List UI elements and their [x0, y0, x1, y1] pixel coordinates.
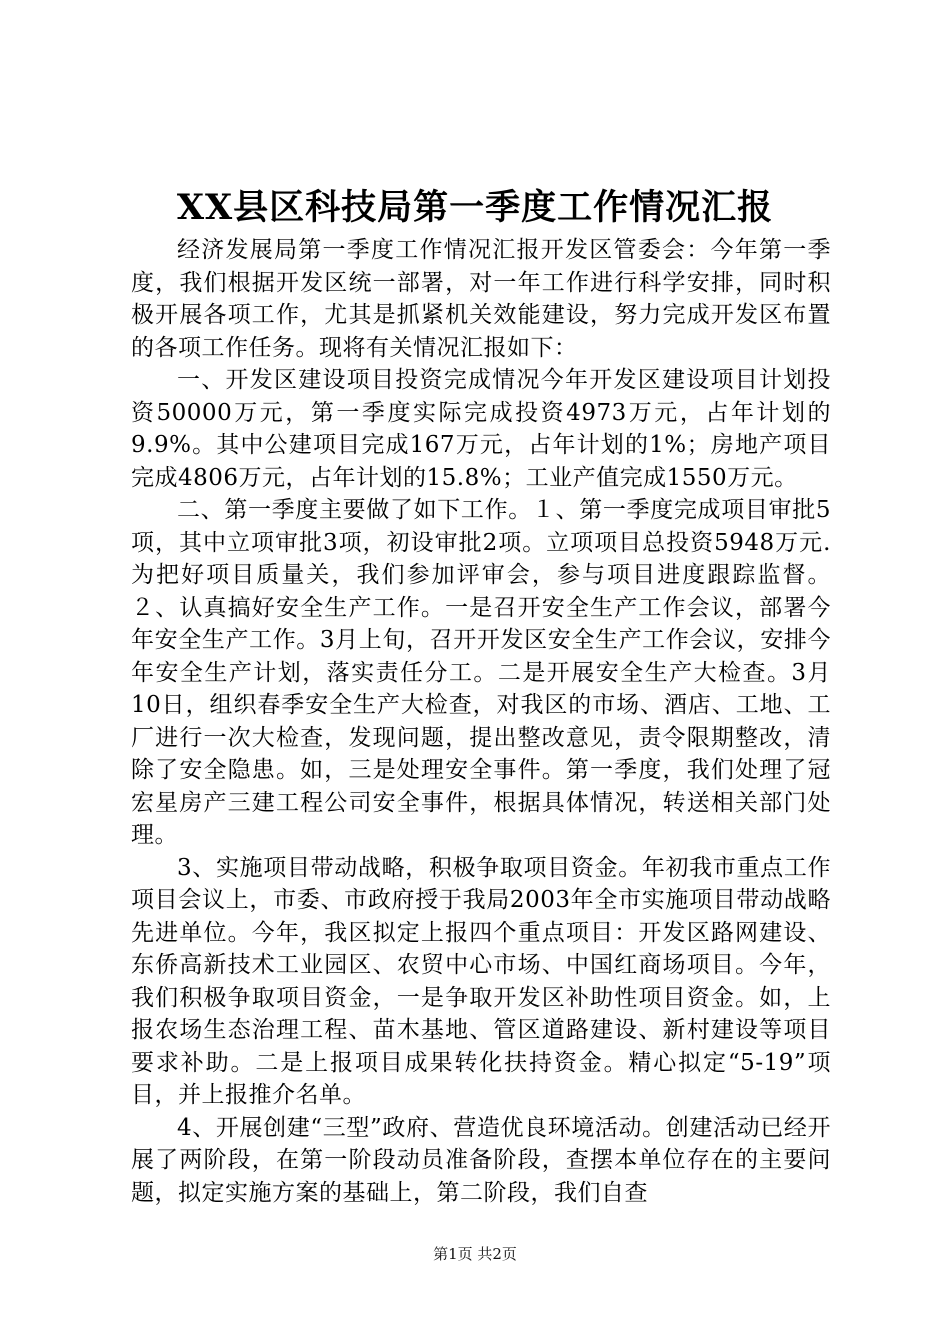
paragraph-investment: 一、开发区建设项目投资完成情况今年开发区建设项目计划投资50000万元，第一季度实际完成投资4973万元，占年计划的9.9%。其中公建项目完成167万元，占年计划的1%；房地产项目完成4806万元，占年计划的15.8%；工业产值完成1550万元。 [131, 367, 831, 491]
paragraph-project-strategy: 3、实施项目带动战略，积极争取项目资金。年初我市重点工作项目会议上，市委、市政府授于我局2003年全市实施项目带动战略先进单位。今年，我区拟定上报四个重点项目：开发区路网建设、东侨高新技术工业园区、农贸中心市场、中国红商场项目。今年，我们积极争取项目资金，一是争取开发区补助性项目资金。如，上报农场生态治理工程、苗木基地、管区道路建设、新村建设等项目要求补助。二是上报项目成果转化扶持资金。精心拟定“5-19”项目，并上报推介名单。 [131, 854, 831, 1108]
paragraph-main-work: 二、第一季度主要做了如下工作。１、第一季度完成项目审批5项，其中立项审批3项，初设审批2项。立项项目总投资5948万元.为把好项目质量关，我们参加评审会，参与项目进度跟踪监督。２、认真搞好安全生产工作。一是召开安全生产工作会议，部署今年安全生产工作。3月上旬，召开开发区安全生产工作会议，安排今年安全生产计划，落实责任分工。二是开展安全生产大检查。3月10日，组织春季安全生产大检查，对我区的市场、酒店、工地、工厂进行一次大检查，发现问题，提出整改意见，责令限期整改，清除了安全隐患。如，三是处理安全事件。第一季度，我们处理了冠宏星房产三建工程公司安全事件，根据具体情况，转送相关部门处理。 [131, 497, 831, 848]
paragraph-government-activity: 4、开展创建“三型”政府、营造优良环境活动。创建活动已经开展了两阶段，在第一阶段动员准备阶段，查摆本单位存在的主要问题，拟定实施方案的基础上，第二阶段，我们自查 [131, 1114, 831, 1206]
page-number-footer: 第1页 共2页 [433, 1245, 517, 1263]
document-title: XX县区科技局第一季度工作情况汇报 [176, 187, 774, 228]
document-body [131, 234, 831, 1209]
paragraph-intro: 经济发展局第一季度工作情况汇报开发区管委会：今年第一季度，我们根据开发区统一部署，对一年工作进行科学安排，同时积极开展各项工作，尤其是抓紧机关效能建设，努力完成开发区布置的各项工作任务。现将有关情况汇报如下： [131, 237, 831, 361]
